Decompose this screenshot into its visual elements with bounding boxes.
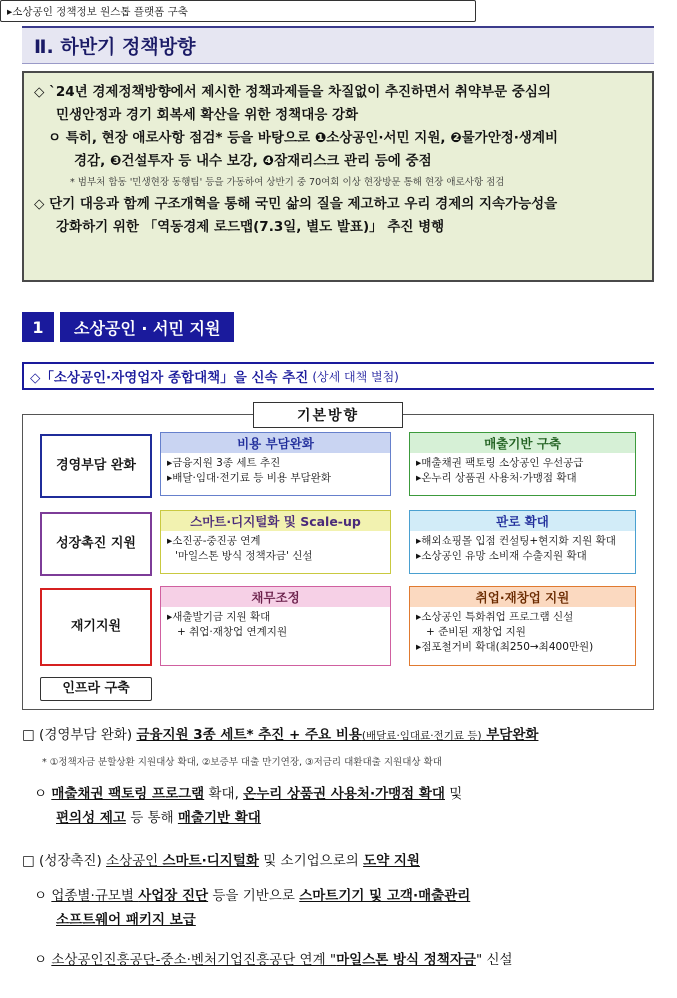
item-burden-relief: [22, 724, 538, 747]
item-small: (배달료·임대료·전기료 등): [361, 730, 482, 742]
box-line: ▸소상공인 유망 소비재 수출지원 확대: [416, 550, 587, 562]
sub-bold: 소프트웨어 패키지 보급: [56, 912, 196, 928]
box-line: ▸소상공인 특화취업 프로그램 신설: [416, 611, 574, 623]
sub-text: 소상공인진흥공단-중소·벤처기업진흥공단 연계 ": [51, 952, 337, 968]
box-smart-digital: [160, 510, 391, 574]
summary-line-1a: ◇ `24년 경제정책방향에서 제시한 정책과제들을 차질없이 추진하면서 취약부문 중심의: [34, 84, 551, 100]
box-line: ▸점포철거비 확대(최250→최400만원): [416, 641, 594, 653]
sub-item-milestone: ㅇ 소상공인진흥공단-중소·벤처기업진흥공단 연계 "마일스톤 방식 정책자금" 신설: [34, 952, 513, 968]
section-subtitle: 소상공인 · 서민 지원: [60, 312, 234, 342]
box-line: ▸해외쇼핑몰 입점 컨설팅+현지화 지원 확대: [416, 535, 616, 547]
section-title: Ⅱ. 하반기 정책방향: [34, 36, 196, 58]
section-number: 1: [22, 312, 54, 342]
sub-text: 확대,: [204, 786, 244, 802]
box-head: 비용 부담완화: [161, 433, 390, 453]
item-label: □ (경영부담 완화): [22, 727, 137, 743]
summary-line-3b: 강화하기 위한 「역동경제 로드맵(7.3일, 별도 발표)」 추진 병행: [56, 219, 445, 235]
sub-bold: 편의성 제고: [56, 810, 126, 826]
sub-text: 및: [444, 786, 463, 802]
box-head: 채무조정: [161, 587, 390, 607]
box-line: + 취업·재창업 연계지원: [177, 626, 288, 638]
item-bold: 스마트·디지털화: [162, 853, 259, 869]
box-line: + 준비된 재창업 지원: [426, 626, 526, 638]
box-line: ▸온누리 상품권 사용처·가맹점 확대: [416, 472, 577, 484]
box-line: ▸금융지원 3종 세트 추진: [167, 457, 281, 469]
summary-note: * 범부처 합동 '민생현장 동행팀' 등을 가동하여 상반기 중 70여회 이상 현장방문 통해 현장 애로사항 점검: [70, 177, 505, 188]
sub-item-diagnosis: ㅇ 업종별·규모별 사업장 진단 등을 기반으로 스마트기기 및 고객·매출관리 소프트웨어 패키지 보급: [34, 888, 471, 928]
sub-text: 등을 기반으로: [208, 888, 300, 904]
box-cost-relief: [160, 432, 391, 496]
category-infrastructure: 인프라 구축: [40, 677, 152, 701]
summary-line-1b: 민생안정과 경기 회복세 확산을 위한 정책대응 강화: [56, 107, 359, 123]
box-employment-restart: [409, 586, 636, 666]
policy-headline-paren: (상세 대책 별첨): [312, 369, 399, 384]
category-burden-relief: 경영부담 완화: [40, 434, 152, 498]
frame-title: 기본방향: [253, 402, 403, 428]
box-head: 매출기반 구축: [410, 433, 635, 453]
box-debt-adjustment: [160, 586, 391, 666]
section-header: [22, 26, 654, 64]
box-head: 스마트·디지털화 및 Scale-up: [161, 511, 390, 531]
summary-line-2a: ㅇ 특히, 현장 애로사항 점검* 등을 바탕으로 ❶소상공인·서민 지원, ❷물가안정·생계비: [48, 130, 559, 146]
sub-bold: 매출채권 팩토링 프로그램: [51, 786, 205, 802]
policy-headline: [22, 362, 654, 390]
sub-item-sales: ㅇ 매출채권 팩토링 프로그램 확대, 온누리 상품권 사용처·가맹점 확대 및 편의성 제고 등 통해 매출기반 확대: [34, 786, 463, 826]
box-line: ▸소진공-중진공 연계: [167, 535, 261, 547]
sub-bold: 스마트기기 및 고객·매출관리: [299, 888, 471, 904]
sub-text: " 신설: [475, 952, 513, 968]
item-bold: 부담완화: [481, 727, 539, 743]
item-text: 소상공인: [106, 853, 163, 869]
box-line: ▸새출발기금 지원 확대: [167, 611, 271, 623]
sub-bold: 온누리 상품권 사용처·가맹점 확대: [243, 786, 445, 802]
sub-bold: 마일스톤 방식 정책자금: [336, 952, 476, 968]
item-text: 및 소기업으로의: [258, 853, 364, 869]
box-market-expansion: [409, 510, 636, 574]
item-label: □ (성장촉진): [22, 853, 107, 869]
item-growth: [22, 850, 420, 872]
item-bold: 금융지원 3종 세트* 추진 + 주요 비용: [136, 727, 362, 743]
sub-text: 등 통해: [125, 810, 178, 826]
item-note: * ①정책자금 분할상환 지원대상 확대, ②보증부 대출 만기연장, ③저금리 대환대출 지원대상 확대: [42, 757, 442, 768]
box-sales-base: [409, 432, 636, 496]
sub-bold: 매출기반 확대: [177, 810, 261, 826]
summary-line-3a: ◇ 단기 대응과 함께 구조개혁을 통해 국민 삶의 질을 제고하고 우리 경제의 지속가능성을: [34, 196, 558, 212]
summary-box: [22, 71, 654, 282]
category-restart-support: 재기지원: [40, 588, 152, 666]
box-line: ▸배달·임대·전기료 등 비용 부담완화: [167, 472, 331, 484]
sub-bold: 사업장 진단: [138, 888, 209, 904]
box-line: ▸매출채권 팩토링 소상공인 우선공급: [416, 457, 584, 469]
box-infrastructure: ▸소상공인 정책정보 원스톱 플랫폼 구축: [0, 0, 476, 22]
policy-headline-main: ◇「소상공인·자영업자 종합대책」을 신속 추진: [30, 370, 309, 386]
numbered-title: [22, 312, 234, 342]
box-head: 취업·재창업 지원: [410, 587, 635, 607]
box-line: '마일스톤 방식 정책자금' 신설: [175, 550, 313, 562]
item-bold: 도약 지원: [363, 853, 420, 869]
sub-text: 업종별·규모별: [51, 888, 139, 904]
category-growth-support: 성장촉진 지원: [40, 512, 152, 576]
box-head: 판로 확대: [410, 511, 635, 531]
summary-line-2b: 경감, ❸건설투자 등 내수 보강, ❹잠재리스크 관리 등에 중점: [74, 153, 432, 169]
